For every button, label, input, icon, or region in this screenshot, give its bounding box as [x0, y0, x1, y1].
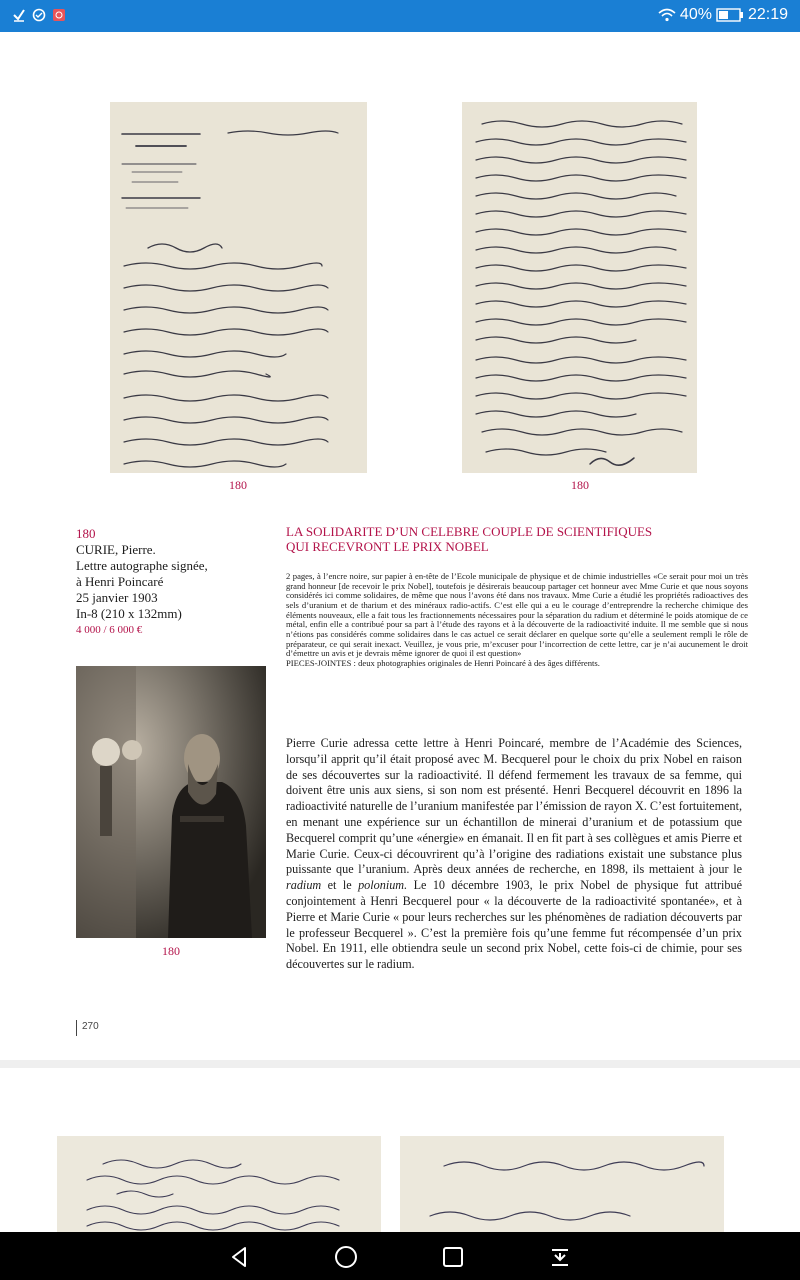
lot-info	[76, 526, 276, 638]
lot-estimate: 4 000 / 6 000 €	[76, 624, 143, 636]
description-text: 2 pages, à l’encre noire, sur papier à en-tête de l’Ecole municipale de physique et de chimie industrielles «Ce serait pour moi un très grand honneur [de recevoir le prix Nobel], toutefois je désirerais beaucoup partager cet honneur avec Mme Curie et que nous soyons considérés ici comme solidaires, de même que nous l’avons été dans nos travaux. Mme Curie a étudié les propriétés radioactives des sels d’uranium et de tharium et des minéraux radio-actifs. C’est elle qui a eu le courage d’entreprendre la recherche chimique des éléments nouveaux, elle a fait tous les fractionnements nécessaires pour la séparation du radium et déterminé le poids atomique de ce métal, enfin elle a contribué pour sa part à l’étude des rayons et à la découverte de la radioactivité induite. Il me semble que si nous n’étions pas considérés comme solidaires dans le cas actuel ce serait déclarer en quelque sorte qu’elle a seulement rempli le rôle de préparateur, ce qui serait inexact. Veuillez, je vous prie, m’excuser pour l’incorrection de cette lettre, car je n’ai aucunement le droit d’émettre un avis et je devrais même ignorer de quoi il est question»	[286, 571, 748, 659]
home-icon[interactable]	[333, 1244, 359, 1270]
photo-caption: 180	[162, 944, 180, 958]
lot-date: 25 janvier 1903	[76, 590, 158, 605]
recents-icon[interactable]	[440, 1244, 466, 1270]
lot-essay	[286, 736, 742, 973]
page-divider	[0, 1060, 800, 1068]
battery-percent: 40%	[679, 6, 712, 23]
menu-down-icon[interactable]	[547, 1244, 573, 1270]
attachments-text: PIECES-JOINTES : deux photographies originales de Henri Poincaré à des âges différents.	[286, 657, 600, 668]
lot-description	[286, 572, 748, 669]
next-letter-image-left[interactable]	[57, 1136, 381, 1232]
check-icon	[12, 8, 26, 22]
letter-right-caption: 180	[571, 478, 589, 492]
navigation-bar	[0, 1232, 800, 1280]
essay-and: et le	[321, 878, 359, 893]
battery-icon	[716, 8, 744, 22]
letter-left-caption: 180	[229, 478, 247, 492]
letter-image-page-2[interactable]	[462, 102, 697, 473]
essay-radium: radium	[286, 878, 322, 893]
next-letter-image-right[interactable]	[400, 1136, 724, 1232]
headline-line2: QUI RECEVRONT LE PRIX NOBEL	[286, 539, 489, 554]
essay-part1: Pierre Curie adressa cette lettre à Henri Poincaré, membre de l’Académie des Sciences, lorsqu’il apprit qu’il était proposé avec M. Becquerel pour le choix du prix Nobel en raison de ses découvertes sur la radioactivité. Il défend fermement les travaux de sa femme, qui doivent être unis aux siens, si son nom est présenté. Henri Becquerel découvrit en 1896 la radioactivité naturelle de l’uranium manifestée par l’émission de rayon X. C’est fortuitement, en menant une expérience sur un échantillon de minerai d’uranium et de potassium que Becquerel comprit qu’une «énergie» en émanait. Il en fit part à ses collègues et amis Pierre et Marie Curie. Ceux-ci découvrirent qu’à l’origine des radiations existait une substance plus puissante que l’uranium. Après deux années de recherche, en 1898, ils mettaient à jour le	[286, 736, 742, 877]
essay-part2: Le 10 décembre 1903, le prix Nobel de physique fut attribué conjointement à Henri Becquerel pour « la découverte de la radioactivité spontanée», et à Pierre et Marie Curie « pour leurs recherches sur les phénomènes de radiation découverts par le professeur Becquerel ». C’est la première fois qu’une femme fut récompensée d’un prix Nobel. En 1911, elle obtiendra seule un second prix Nobel, cette fois-ci de chimie, pour ses découvertes sur le radium.	[286, 878, 743, 972]
app-icon	[52, 8, 66, 22]
lot-author: CURIE, Pierre.	[76, 542, 156, 557]
status-bar	[0, 0, 800, 32]
lot-type-line2: à Henri Poincaré	[76, 574, 164, 589]
back-icon[interactable]	[227, 1244, 253, 1270]
headline-line1: LA SOLIDARITE D’UN CELEBRE COUPLE DE SCIENTIFIQUES	[286, 524, 653, 539]
wifi-icon	[658, 8, 676, 22]
clock: 22:19	[747, 6, 788, 23]
sync-icon	[32, 8, 46, 22]
portrait-photo[interactable]	[76, 666, 266, 938]
lot-number: 180	[76, 526, 96, 541]
lot-headline	[286, 524, 726, 554]
next-catalog-page[interactable]	[0, 1068, 800, 1232]
lot-type-line1: Lettre autographe signée,	[76, 558, 208, 573]
essay-polonium: polonium.	[358, 878, 408, 893]
page-number: 270	[76, 1020, 99, 1036]
lot-format: In-8 (210 x 132mm)	[76, 606, 182, 621]
letter-image-page-1[interactable]	[110, 102, 367, 473]
catalog-page[interactable]	[0, 32, 800, 1060]
